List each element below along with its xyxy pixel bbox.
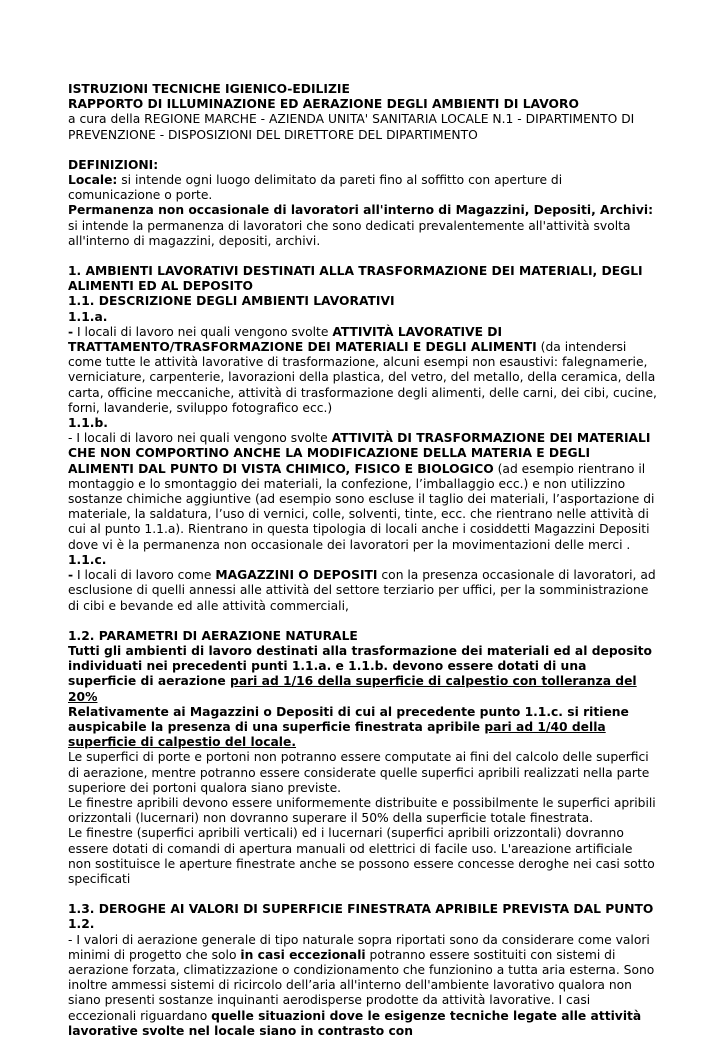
section-1-2-para-2 (68, 705, 658, 751)
text-run: I locali di lavoro come (73, 568, 216, 583)
section-1-1-heading: 1.1. DESCRIZIONE DEGLI AMBIENTI LAVORATIVI (68, 294, 395, 309)
section-1-2-para-5: Le finestre (superfici apribili verticali) ed i lucernari (superfici apribili orizzontali) dovranno essere dotati di comandi di apertura manuali od elettrici di facile uso. L'areazione artificiale non sostituisce le aperture finestrate anche se possono essere concesse deroghe nei casi sotto specificati (68, 826, 655, 886)
document-page (68, 82, 658, 1039)
text-run: I locali di lavoro nei quali vengono svolte (73, 324, 333, 339)
section-1-2-para-4: Le finestre apribili devono essere uniformemente distribuite e possibilmente le superfici apribili orizzontali (lucernari) non dovranno superare il 50% della superficie totale finestrata. (68, 795, 656, 826)
text-run: con la presenza occasionale di lavoratori, ad esclusione di quelli annessi alle attività del settore terziario per uffici, per la somministrazione di cibi e bevande ed alle attività commerciali, (68, 568, 656, 613)
bullet-dash: - (68, 324, 74, 339)
text-run: (da intendersi come tutte le attività lavorative di trasformazione, alcuni esempi non esaustivi: falegnamerie, verniciature, carpenterie, lavorazioni della plastica, del vetro, del metallo, della ceramica, della carta, officine meccaniche, attività di trasformazione degli alimenti, delle carni, dei cibi, cucine, forni, lavanderie, sviluppo fotografico ecc.) (68, 340, 657, 415)
definition-locale (68, 173, 658, 203)
text-run: potranno essere sostituiti con sistemi di aerazione forzata, climatizzazione o condizionamento che funzionino a tutta aria esterna. Sono inoltre ammessi sistemi di ricircolo dell’aria all'interno dell'ambiente lavorativo qualora non siano presenti sostanze inquinanti aerodisperse prodotte da attività lavorative. I casi eccezionali riguardano (68, 947, 655, 1023)
section-1-2-para-3: Le superfici di porte e portoni non potranno essere computate ai fini del calcolo delle superfici di aerazione, mentre potranno essere considerate quelle superfici apribili realizzati nella parte superiore dei portoni qualora siano previste. (68, 750, 650, 795)
definition-text: si intende ogni luogo delimitato da pareti fino al soffitto con aperture di comunicazione o porte. (68, 173, 563, 203)
text-run-bold: ATTIVITÀ LAVORATIVE DI TRATTAMENTO/TRASFORMAZIONE DEI MATERIALI E DEGLI ALIMENTI (68, 324, 537, 355)
item-1-1-c-label: 1.1.c. (68, 552, 107, 567)
item-1-1-b-text (68, 431, 658, 553)
text-run-bold: ATTIVITÀ DI TRASFORMAZIONE DEI MATERIALI CHE NON COMPORTINO ANCHE LA MODIFICAZIONE DELLA MATERIA E DEGLI ALIMENTI DAL PUNTO DI VISTA CHIMICO, FISICO E BIOLOGICO (68, 431, 651, 476)
section-1-3-heading: 1.3. DEROGHE AI VALORI DI SUPERFICIE FINESTRATA APRIBILE PREVISTA DAL PUNTO 1.2. (68, 902, 654, 932)
text-run-bold: in casi eccezionali (240, 947, 366, 962)
section-1-2-heading: 1.2. PARAMETRI DI AERAZIONE NATURALE (68, 628, 358, 643)
definition-term: Locale: (68, 173, 118, 188)
text-run-bold: Relativamente ai Magazzini o Depositi di cui al precedente punto 1.1.c. si ritiene auspicabile la presenza di una superficie finestrata apribile (68, 704, 629, 734)
item-1-1-b-label: 1.1.b. (68, 416, 108, 431)
text-run-underlined: pari ad 1/40 della superficie di calpestio del locale. (68, 719, 606, 750)
definition-text: si intende la permanenza di lavoratori che sono dedicati prevalentemente all'attività svolta all'interno di magazzini, depositi, archivi. (68, 218, 631, 248)
doc-title: ISTRUZIONI TECNICHE IGIENICO-EDILIZIE (68, 82, 350, 96)
section-1-heading: 1. AMBIENTI LAVORATIVI DESTINATI ALLA TRASFORMAZIONE DEI MATERIALI, DEGLI ALIMENTI ED AL DEPOSITO (68, 264, 643, 294)
definition-term: Permanenza non occasionale di lavoratori all'interno di Magazzini, Depositi, Archivi: (68, 203, 654, 218)
definitions-heading: DEFINIZIONI: (68, 157, 159, 172)
bullet-dash: - (68, 568, 74, 583)
doc-source: a cura della REGIONE MARCHE - AZIENDA UNITA' SANITARIA LOCALE N.1 - DIPARTIMENTO DI PREVENZIONE - DISPOSIZIONI DEL DIRETTORE DEL DIPARTIMENTO (68, 112, 635, 142)
text-run-bold: quelle situazioni dove le esigenze tecniche legate alle attività lavorative svolte nel locale siano in contrasto con (68, 1008, 642, 1038)
section-1-3-para (68, 933, 658, 1039)
text-run-bold: MAGAZZINI O DEPOSITI (215, 568, 378, 583)
item-1-1-a-label: 1.1.a. (68, 309, 108, 324)
text-run-underlined: pari ad 1/16 della superficie di calpestio con tolleranza del 20% (68, 674, 637, 704)
doc-subject: RAPPORTO DI ILLUMINAZIONE ED AERAZIONE DEGLI AMBIENTI DI LAVORO (68, 97, 579, 112)
item-1-1-c-text (68, 568, 658, 614)
text-run: - I locali di lavoro nei quali vengono svolte (68, 431, 332, 446)
definition-permanenza (68, 203, 658, 249)
text-run: - I valori di aerazione generale di tipo naturale sopra riportati sono da considerare come valori minimi di progetto che solo (68, 932, 650, 962)
item-1-1-a-text (68, 325, 658, 416)
text-run: (ad esempio rientrano il montaggio e lo smontaggio dei materiali, la confezione, l’imballaggio ecc.) e non utilizzino sostanze chimiche aggiuntive (ad esempio sono escluse il taglio dei materiali, l’asportazione di materiale, la saldatura, l’uso di vernici, colle, solventi, tinte, ecc. che rientrano nelle attività di cui al punto 1.1.a). Rientrano in questa tipologia di locali anche i cosiddetti Magazzini Depositi dove vi è la permanenza non occasionale dei lavoratori per la movimentazioni delle merci . (68, 461, 655, 552)
section-1-2-para-1 (68, 644, 658, 705)
text-run-bold: Tutti gli ambienti di lavoro destinati alla trasformazione dei materiali ed al deposito individuati nei precedenti punti 1.1.a. e 1.1.b. devono essere dotati di una superficie di aerazione (68, 643, 652, 689)
